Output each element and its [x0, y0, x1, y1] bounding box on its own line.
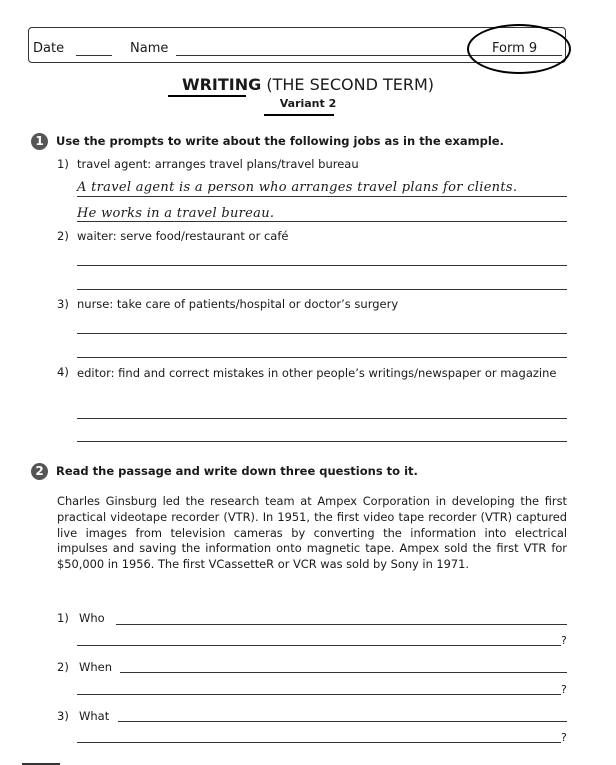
question2-num: 2): [57, 660, 69, 674]
question2-line2[interactable]: [77, 694, 561, 695]
question3-mark: ?: [561, 731, 567, 744]
answer-line[interactable]: [77, 441, 567, 442]
task1-item1-prompt: travel agent: arranges travel plans/travel bureau: [77, 157, 359, 171]
example-answer-line2: He works in a travel bureau.: [77, 206, 275, 221]
question1-word: Who: [79, 611, 105, 625]
task1-item4-prompt: editor: find and correct mistakes in other people’s writings/newspaper or magazine: [77, 366, 557, 380]
answer-line[interactable]: [77, 221, 567, 222]
task1-number-badge: 1: [31, 133, 48, 150]
task2-instruction: Read the passage and write down three questions to it.: [56, 464, 418, 478]
variant-underline-mark: [264, 114, 334, 116]
question3-num: 3): [57, 709, 69, 723]
title-main: WRITING: [181, 75, 262, 94]
name-label: Name: [130, 41, 169, 56]
name-field[interactable]: [176, 55, 484, 56]
page-title: [0, 75, 616, 94]
date-field[interactable]: [76, 55, 112, 56]
task1-item2-num: 2): [57, 229, 69, 243]
question1-mark: ?: [561, 634, 567, 647]
task1-instruction: Use the prompts to write about the following jobs as in the example.: [56, 134, 504, 148]
answer-line[interactable]: [77, 418, 567, 419]
variant-label: Variant 2: [279, 97, 337, 110]
question3-line[interactable]: [118, 721, 567, 722]
question2-word: When: [79, 660, 113, 674]
question1-line2[interactable]: [77, 645, 561, 646]
answer-line[interactable]: [77, 333, 567, 334]
question3-word: What: [79, 709, 110, 723]
task1-item1-num: 1): [57, 157, 69, 171]
date-label: Date: [33, 41, 65, 56]
title-sub: (THE SECOND TERM): [266, 75, 435, 94]
answer-line[interactable]: [77, 196, 567, 197]
form-label: Form 9: [492, 41, 538, 56]
answer-line[interactable]: [77, 289, 567, 290]
reading-passage: Charles Ginsburg led the research team at Ampex Corporation in developing the first practical videotape recorder (VTR). In 1951, the first video tape recorder (VTR) captured live images from television cameras by converting the information into electrical impulses and saving the information onto magnetic tape. Ampex sold the first VTR for $50,000 in 1956. The first VCassetteR or VCR was sold by Sony in 1971.: [57, 494, 567, 572]
task1-item3-prompt: nurse: take care of patients/hospital or doctor’s surgery: [77, 297, 399, 311]
task2-number-badge: 2: [31, 463, 48, 480]
question1-line[interactable]: [116, 624, 567, 625]
question3-line2[interactable]: [77, 742, 561, 743]
example-answer-line1: A travel agent is a person who arranges travel plans for clients.: [77, 180, 518, 195]
task1-item4-num: 4): [57, 365, 69, 379]
answer-line[interactable]: [77, 265, 567, 266]
answer-line[interactable]: [77, 357, 567, 358]
task1-item3-num: 3): [57, 297, 69, 311]
task1-item2-prompt: waiter: serve food/restaurant or café: [77, 229, 289, 243]
question1-num: 1): [57, 611, 69, 625]
question2-line[interactable]: [120, 672, 567, 673]
question2-mark: ?: [561, 683, 567, 696]
form-circle-mark: [467, 24, 571, 74]
